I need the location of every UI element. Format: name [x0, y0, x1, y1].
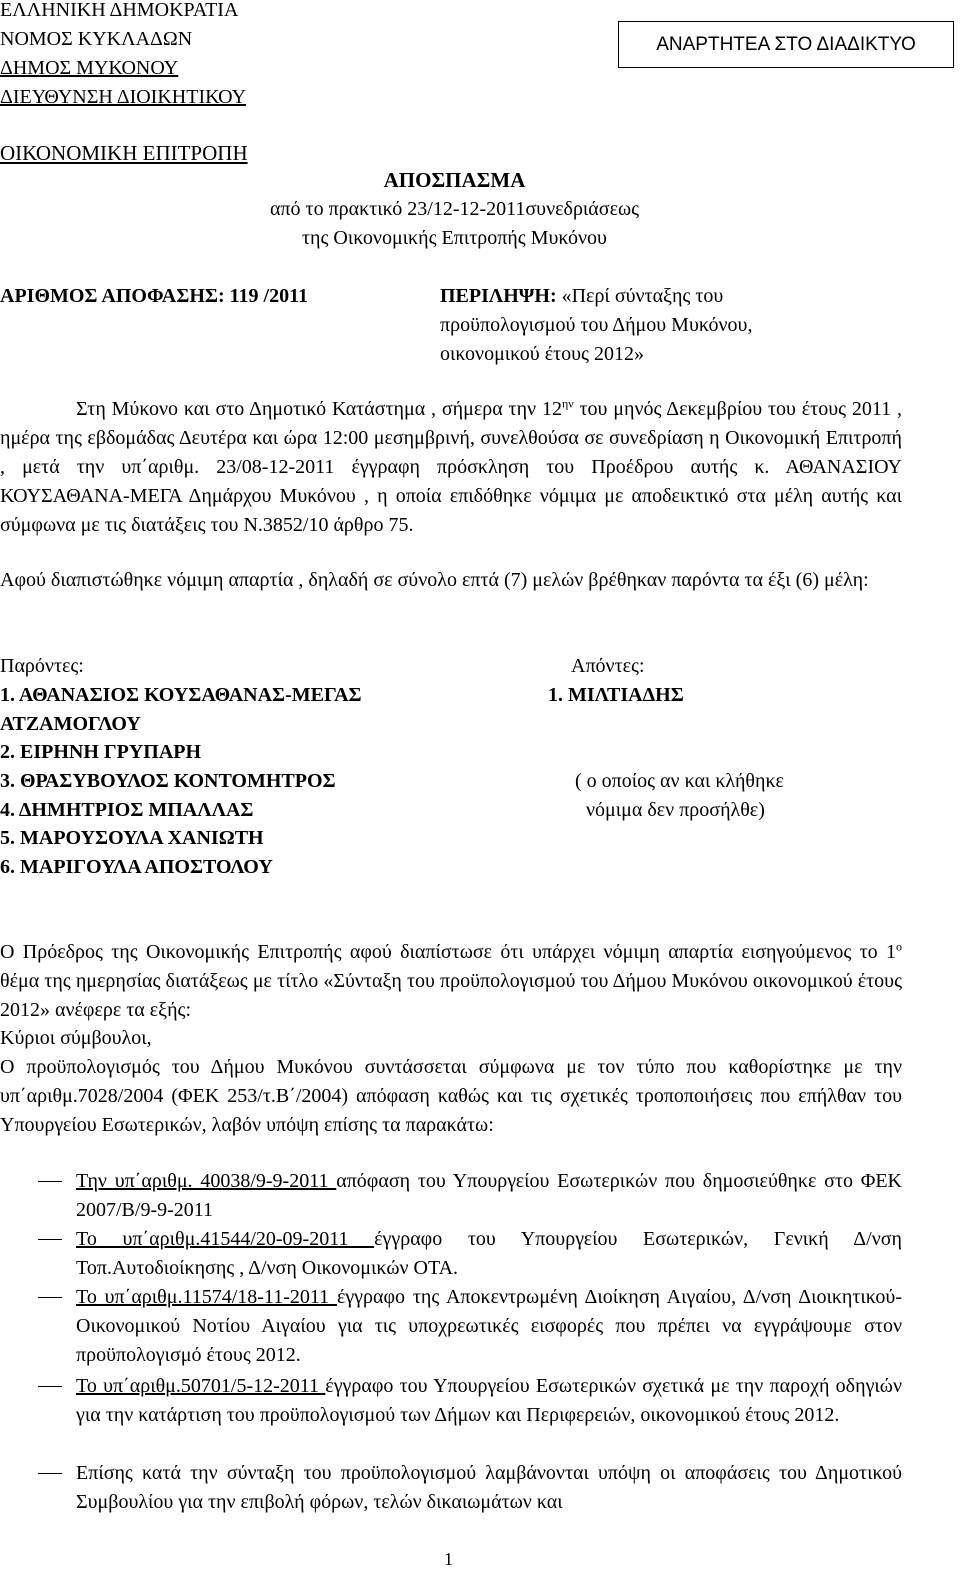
bullet-item-1	[38, 1167, 902, 1225]
bullet-ref: Το υπ΄αριθμ.50701/5-12-2011	[76, 1375, 326, 1397]
body-paragraph-1	[0, 938, 902, 1025]
summary-line-3: οικονομικού έτους 2012»	[440, 343, 644, 365]
present-member-2: 2. ΕΙΡΗΝΗ ΓΡΥΠΑΡΗ	[0, 741, 202, 763]
quorum-paragraph: Αφού διαπιστώθηκε νόμιμη απαρτία , δηλαδή σε σύνολο επτά (7) μελών βρέθηκαν παρόντα τα έξι (6) μέλη:	[0, 569, 869, 591]
present-member-1: 1. ΑΘΑΝΑΣΙΟΣ ΚΟΥΣΑΘΑΝΑΣ-ΜΕΓΑΣ	[0, 684, 362, 706]
dash-bullet-icon	[38, 1473, 62, 1474]
body-p1-text-a: Ο Πρόεδρος της Οικονομικής Επιτροπής αφού διαπίστωσε ότι υπάρχει νόμιμη απαρτία εισηγούμενος το 1	[0, 941, 896, 963]
bullet-item-2	[38, 1225, 902, 1283]
absent-note-1: ( ο οποίος αν και κλήθηκε	[575, 770, 784, 792]
intro-paragraph	[0, 395, 902, 540]
summary-line-2: προϋπολογισμού του Δήμου Μυκόνου,	[440, 314, 753, 336]
bullet-text: Επίσης κατά την σύνταξη του προϋπολογισμού λαμβάνονται υπόψη οι αποφάσεις του Δημοτικού Συμβουλίου για την επιβολή φόρων, τελών δικαιωμάτων και	[76, 1462, 902, 1513]
extract-subtitle-2: της Οικονομικής Επιτροπής Μυκόνου	[302, 227, 607, 249]
present-label: Παρόντες:	[0, 655, 84, 677]
letterhead-municipality: ΔΗΜΟΣ ΜΥΚΟΝΟΥ	[0, 57, 179, 79]
dash-bullet-icon	[38, 1239, 62, 1240]
bullet-ref: Το υπ΄αριθμ.41544/20-09-2011	[76, 1228, 375, 1250]
bullet-text: απόφαση του Υπουργείου Εσωτερικών που δημοσιεύθηκε στο ΦΕΚ 2007/Β/9-9-2011	[76, 1170, 903, 1221]
present-member-6: 6. ΜΑΡΙΓΟΥΛΑ ΑΠΟΣΤΟΛΟΥ	[0, 856, 273, 878]
absent-member-name-1: 1. ΜΙΛΤΙΑΔΗΣ	[548, 684, 684, 706]
absent-member-name-2: ΑΤΖΑΜΟΓΛΟΥ	[0, 713, 141, 735]
extract-title: ΑΠΟΣΠΑΣΜΑ	[383, 168, 526, 192]
decision-number: ΑΡΙΘΜΟΣ ΑΠΟΦΑΣΗΣ: 119 /2011	[0, 285, 308, 307]
intro-text-a: Στη Μύκονο και στο Δημοτικό Κατάστημα , σήμερα την 12	[76, 398, 562, 420]
bullet-item-5	[38, 1459, 902, 1517]
letterhead-republic: ΕΛΛΗΝΙΚΗ ΔΗΜΟΚΡΑΤΙΑ	[0, 0, 239, 21]
committee-title: ΟΙΚΟΝΟΜΙΚΗ ΕΠΙΤΡΟΠΗ	[0, 141, 248, 165]
summary-line-1: «Περί σύνταξης του	[556, 285, 724, 307]
extract-subtitle-1: από το πρακτικό 23/12-12-2011συνεδριάσεως	[269, 198, 640, 220]
body-p1-text-b: θέμα της ημερησίας διατάξεως με τίτλο «Σύνταξη του προϋπολογισμού του Δήμου Μυκόνου οικονομικού έτους 2012» ανέφερε τα εξής:	[0, 970, 902, 1021]
dash-bullet-icon	[38, 1386, 62, 1387]
body-p1-superscript: ο	[896, 939, 902, 954]
dash-bullet-icon	[38, 1297, 62, 1298]
bullet-text: έγγραφο της Αποκεντρωμένη Διοίκηση Αιγαίου, Δ/νση Διοικητικού-Οικονομικού Νοτίου Αιγαίου για τις υποχρεωτικές εισφορές που πρέπει να εγγράψουμε στον προϋπολογισμό έτους 2012.	[76, 1286, 902, 1366]
letterhead-prefecture: ΝΟΜΟΣ ΚΥΚΛΑΔΩΝ	[0, 28, 193, 50]
bullet-item-4	[38, 1372, 902, 1430]
dash-bullet-icon	[38, 1181, 62, 1182]
bullet-ref: Την υπ΄αριθμ. 40038/9-9-2011	[76, 1170, 337, 1192]
summary-block	[440, 282, 860, 369]
body-paragraph-2: Κύριοι σύμβουλοι,	[0, 1027, 152, 1049]
bullet-text: έγγραφο του Υπουργείου Εσωτερικών σχετικά με την παροχή οδηγιών για την κατάρτιση του προϋπολογισμού των Δήμων και Περιφερειών, οικονομικού έτους 2012.	[76, 1375, 902, 1426]
intro-superscript: ην	[561, 396, 574, 411]
bullet-item-3	[38, 1283, 902, 1370]
absent-note-2: νόμιμα δεν προσήλθε)	[586, 799, 765, 821]
intro-text-b: του μηνός Δεκεμβρίου του έτους 2011 , ημέρα της εβδομάδας Δευτέρα και ώρα 12:00 μεσημβρινή, συνελθούσα σε συνεδρίαση η Οικονομική Επιτροπή , μετά την υπ΄αριθμ. 23/08-12-2011 έγγραφη πρόσκληση του Προέδρου αυτής κ. ΑΘΑΝΑΣΙΟΥ ΚΟΥΣΑΘΑΝΑ-ΜΕΓΑ Δημάρχου Μυκόνου , η οποία επιδόθηκε νόμιμα με αποδεικτικό στα μέλη αυτής και σύμφωνα με τις διατάξεις του Ν.3852/10 άρθρο 75.	[0, 398, 902, 536]
present-member-3: 3. ΘΡΑΣΥΒΟΥΛΟΣ ΚΟΝΤΟΜΗΤΡΟΣ	[0, 770, 336, 792]
present-member-4: 4. ΔΗΜΗΤΡΙΟΣ ΜΠΑΛΛΑΣ	[0, 799, 254, 821]
body-paragraph-3: Ο προϋπολογισμός του Δήμου Μυκόνου συντάσσεται σύμφωνα με τον τύπο που καθορίστηκε με την υπ΄αριθμ.7028/2004 (ΦΕΚ 253/τ.Β΄/2004) απόφαση καθώς και τις σχετικές τροποποιήσεις που επήλθαν του Υπουργείου Εσωτερικών, λαβόν υπόψη επίσης τα παρακάτω:	[0, 1056, 902, 1136]
absent-label: Απόντες:	[571, 655, 645, 677]
letterhead	[0, 0, 560, 112]
letterhead-directorate: ΔΙΕΥΘΥΝΣΗ ΔΙΟΙΚΗΤΙΚΟΥ	[0, 86, 247, 108]
summary-label: ΠΕΡΙΛΗΨΗ:	[440, 285, 557, 307]
bullet-text: έγγραφο του Υπουργείου Εσωτερικών, Γενική Δ/νση Τοπ.Αυτοδιοίκησης , Δ/νση Οικονομικών ΟΤΑ.	[76, 1228, 902, 1279]
present-member-5: 5. ΜΑΡΟΥΣΟΥΛΑ ΧΑΝΙΩΤΗ	[0, 827, 264, 849]
bullet-ref: Το υπ΄αριθμ.11574/18-11-2011	[76, 1286, 337, 1308]
page-number: 1	[444, 1549, 453, 1569]
publish-online-stamp: ΑΝΑΡΤΗΤΕΑ ΣΤΟ ΔΙΑΔΙΚΤΥΟ	[618, 21, 954, 68]
